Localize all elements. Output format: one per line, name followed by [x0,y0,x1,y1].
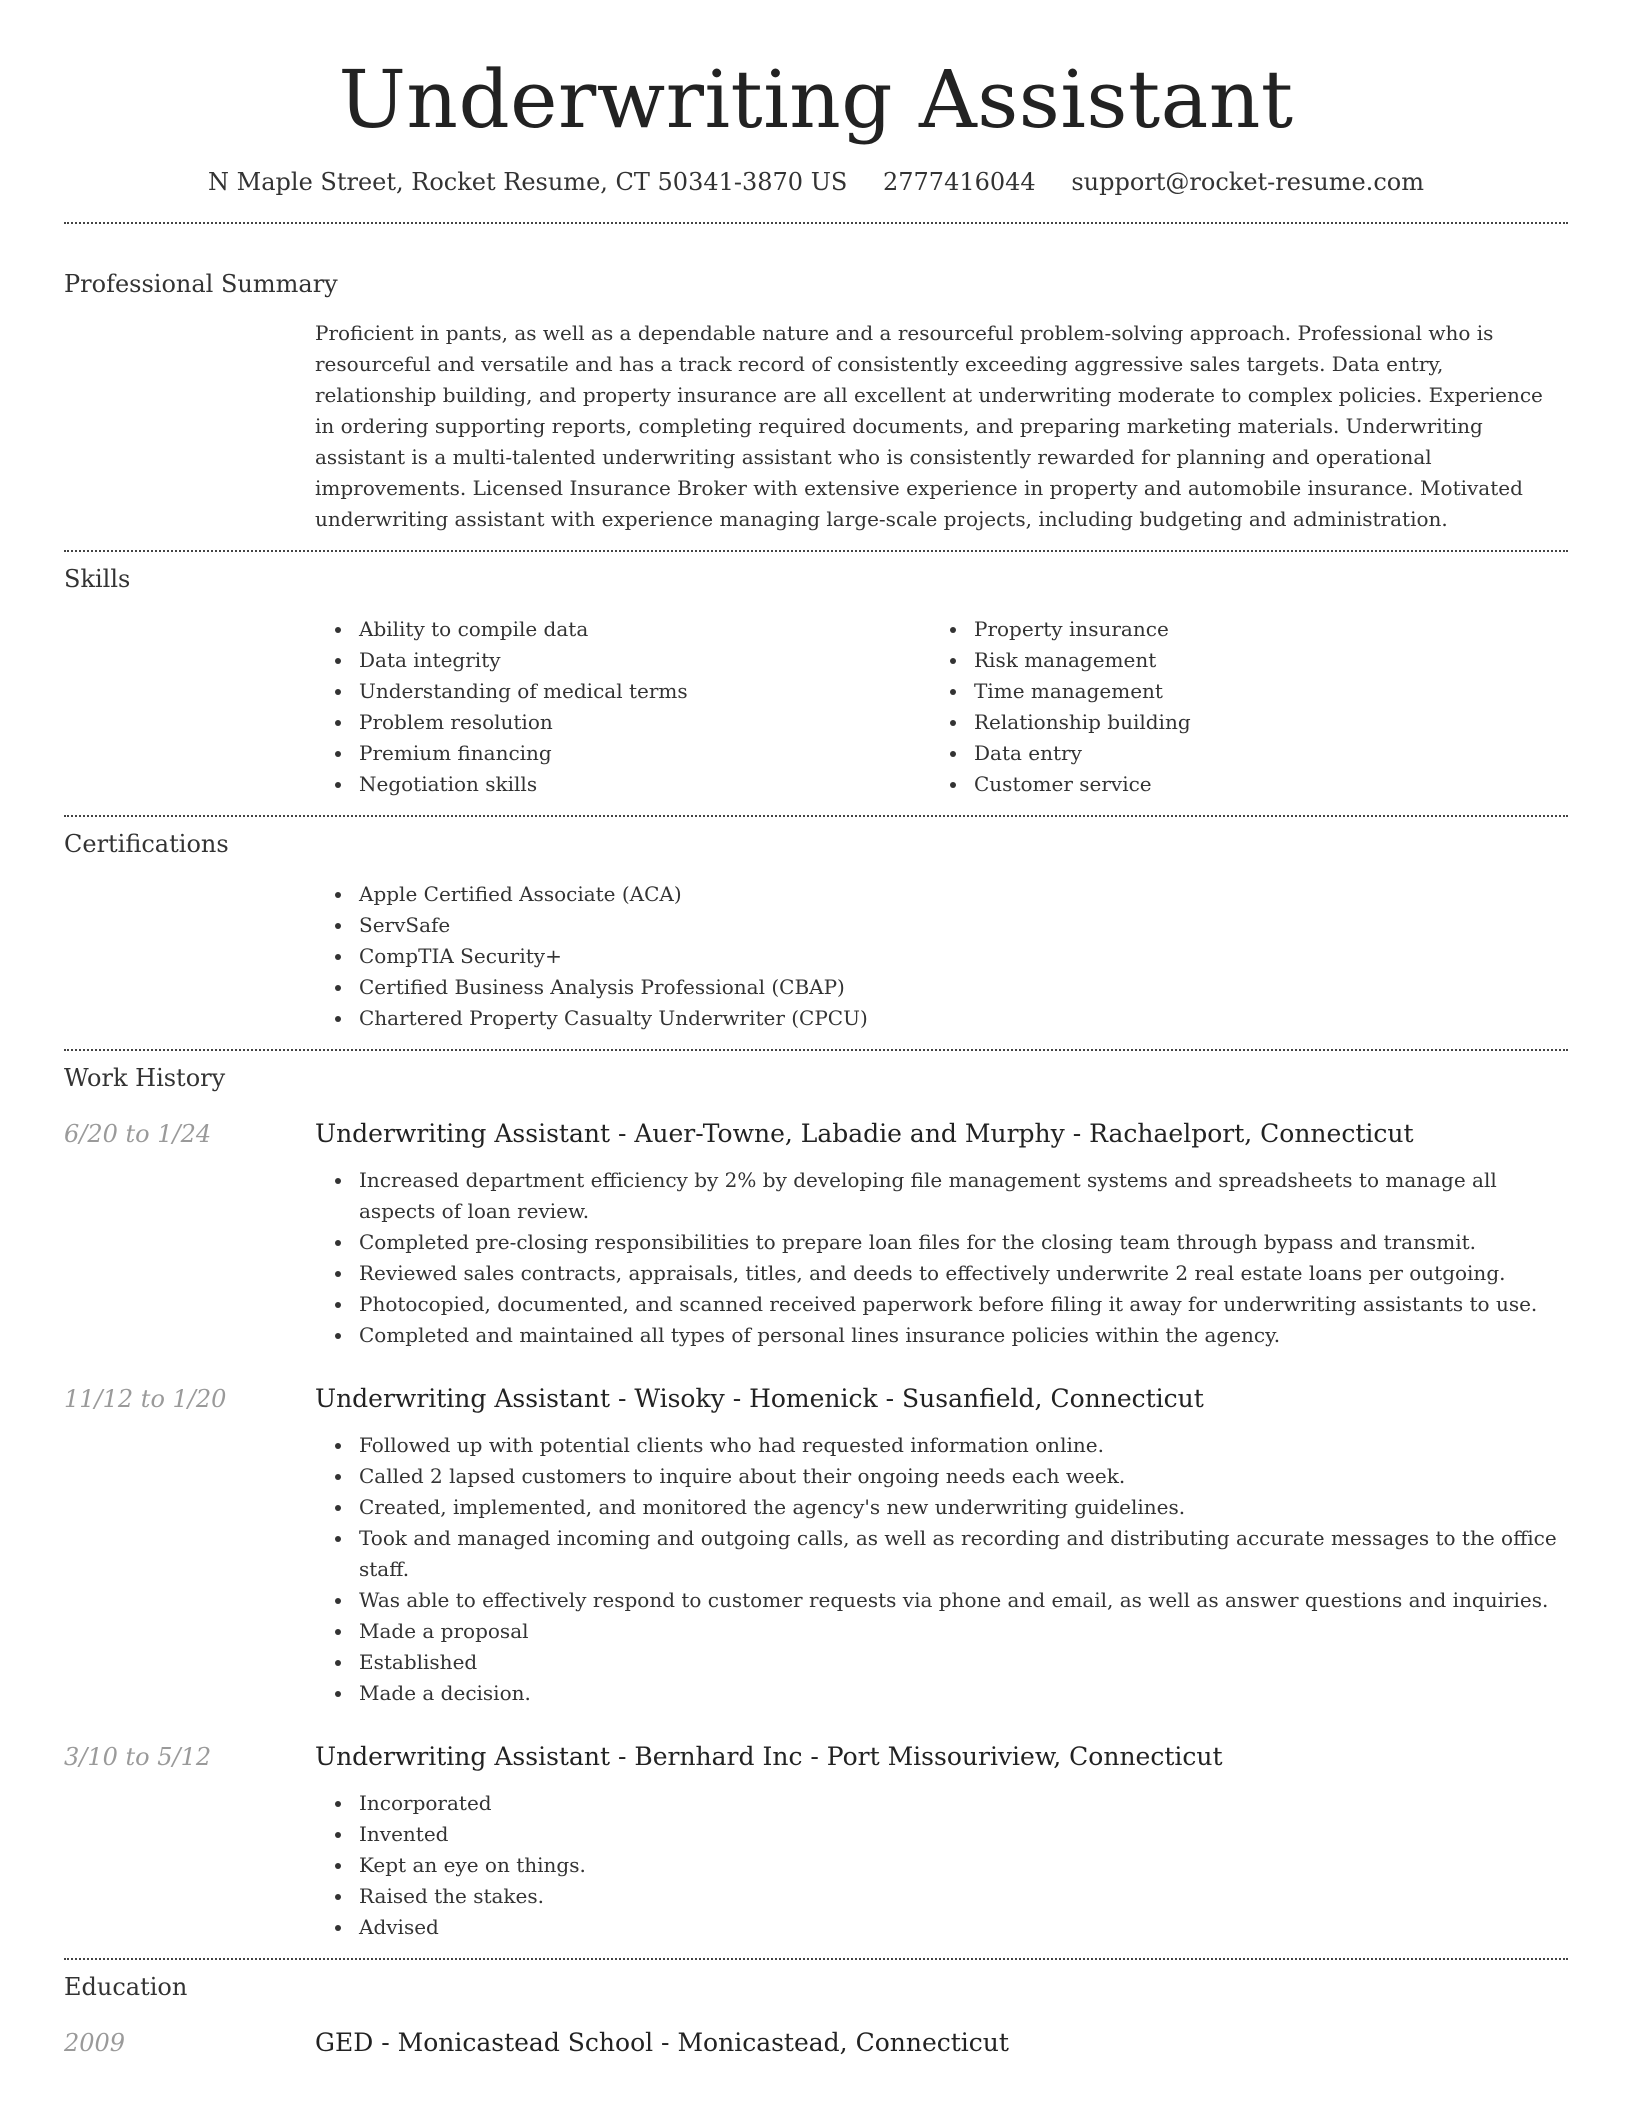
job-entry [64,1116,1568,1351]
list-item: Raised the stakes. [315,1881,1565,1912]
skills-list-left [315,614,930,800]
list-item: Certified Business Analysis Professional (CBAP) [315,972,1568,1003]
phone: 2777416044 [883,168,1036,196]
divider [64,1958,1568,1960]
list-item: Established [315,1647,1565,1678]
list-item: Photocopied, documented, and scanned received paperwork before filing it away for underwriting assistants to use. [315,1289,1565,1320]
job-bullets [315,1430,1568,1709]
section-title-work-history: Work History [64,1064,226,1092]
list-item: Customer service [930,769,1545,800]
certifications-list [315,879,1568,1034]
education-entry [64,2025,1568,2061]
education-heading: GED - Monicastead School - Monicastead, Connecticut [315,2028,1009,2057]
list-item: Was able to effectively respond to customer requests via phone and email, as well as answer questions and inquiries. [315,1585,1565,1616]
list-item: Increased department efficiency by 2% by developing file management systems and spreadsheets to manage all aspects of loan review. [315,1165,1565,1227]
list-item: Understanding of medical terms [315,676,930,707]
address: N Maple Street, Rocket Resume, CT 50341-3870 US [208,168,848,196]
list-item: Data entry [930,738,1545,769]
job-heading: Underwriting Assistant - Bernhard Inc - Port Missouriview, Connecticut [315,1742,1223,1771]
list-item: Data integrity [315,645,930,676]
summary-text: Proficient in pants, as well as a dependable nature and a resourceful problem-solving approach. Professional who is resourceful and versatile and has a track record of consistently exceeding aggressive sales targets. Data entry, relationship building, and property insurance are all excellent at underwriting moderate to complex policies. Experience in ordering supporting reports, completing required documents, and preparing marketing materials. Underwriting assistant is a multi-talented underwriting assistant who is consistently rewarded for planning and operational improvements. Licensed Insurance Broker with extensive experience in property and automobile insurance. Motivated underwriting assistant with experience managing large-scale projects, including budgeting and administration. [315,321,1543,531]
list-item: Reviewed sales contracts, appraisals, titles, and deeds to effectively underwrite 2 real estate loans per outgoing. [315,1258,1565,1289]
list-item: Risk management [930,645,1545,676]
education-dates: 2009 [64,2029,126,2057]
skills-grid [315,614,1568,800]
job-bullets [315,1165,1568,1351]
skills-list-right [930,614,1545,800]
list-item: Advised [315,1912,1565,1943]
education-section [64,1970,1568,2061]
divider [64,222,1568,224]
list-item: Took and managed incoming and outgoing calls, as well as recording and distributing accurate messages to the office staff. [315,1523,1565,1585]
divider [64,550,1568,552]
job-bullets [315,1788,1568,1943]
divider [64,1049,1568,1051]
list-item: Completed and maintained all types of personal lines insurance policies within the agency. [315,1320,1565,1351]
list-item: Followed up with potential clients who had requested information online. [315,1430,1565,1461]
list-item: Called 2 lapsed customers to inquire about their ongoing needs each week. [315,1461,1565,1492]
list-item: Problem resolution [315,707,930,738]
list-item: Completed pre-closing responsibilities to prepare loan files for the closing team through bypass and transmit. [315,1227,1565,1258]
candidate-name: Underwriting Assistant [338,53,1294,146]
section-title-skills: Skills [64,565,131,593]
list-item: ServSafe [315,910,1568,941]
list-item: Relationship building [930,707,1545,738]
resume-page [64,0,1568,2061]
email: support@rocket-resume.com [1071,168,1424,196]
certifications-content [315,879,1568,1034]
list-item: Apple Certified Associate (ACA) [315,879,1568,910]
section-title-summary: Professional Summary [64,270,338,298]
list-item: Chartered Property Casualty Underwriter (CPCU) [315,1003,1568,1034]
list-item: Property insurance [930,614,1545,645]
job-dates: 11/12 to 1/20 [64,1385,227,1413]
divider [64,815,1568,817]
list-item: Invented [315,1819,1565,1850]
section-title-certifications: Certifications [64,830,229,858]
certifications-section [64,827,1568,1034]
job-heading: Underwriting Assistant - Auer-Towne, Labadie and Murphy - Rachaelport, Connecticut [315,1119,1414,1148]
summary-section [64,267,1568,535]
list-item: Made a proposal [315,1616,1565,1647]
list-item: Incorporated [315,1788,1565,1819]
job-heading: Underwriting Assistant - Wisoky - Homenick - Susanfield, Connecticut [315,1384,1204,1413]
job-entry [64,1739,1568,1943]
work-history-section [64,1061,1568,1943]
list-item: Ability to compile data [315,614,930,645]
list-item: Made a decision. [315,1678,1565,1709]
job-dates: 3/10 to 5/12 [64,1743,212,1771]
list-item: Created, implemented, and monitored the agency's new underwriting guidelines. [315,1492,1565,1523]
list-item: Time management [930,676,1545,707]
list-item: Negotiation skills [315,769,930,800]
list-item: Kept an eye on things. [315,1850,1565,1881]
job-entry [64,1381,1568,1709]
contact-line [64,164,1568,200]
list-item: Premium financing [315,738,930,769]
section-title-education: Education [64,1973,188,2001]
skills-section [64,562,1568,800]
job-dates: 6/20 to 1/24 [64,1120,212,1148]
list-item: CompTIA Security+ [315,941,1568,972]
